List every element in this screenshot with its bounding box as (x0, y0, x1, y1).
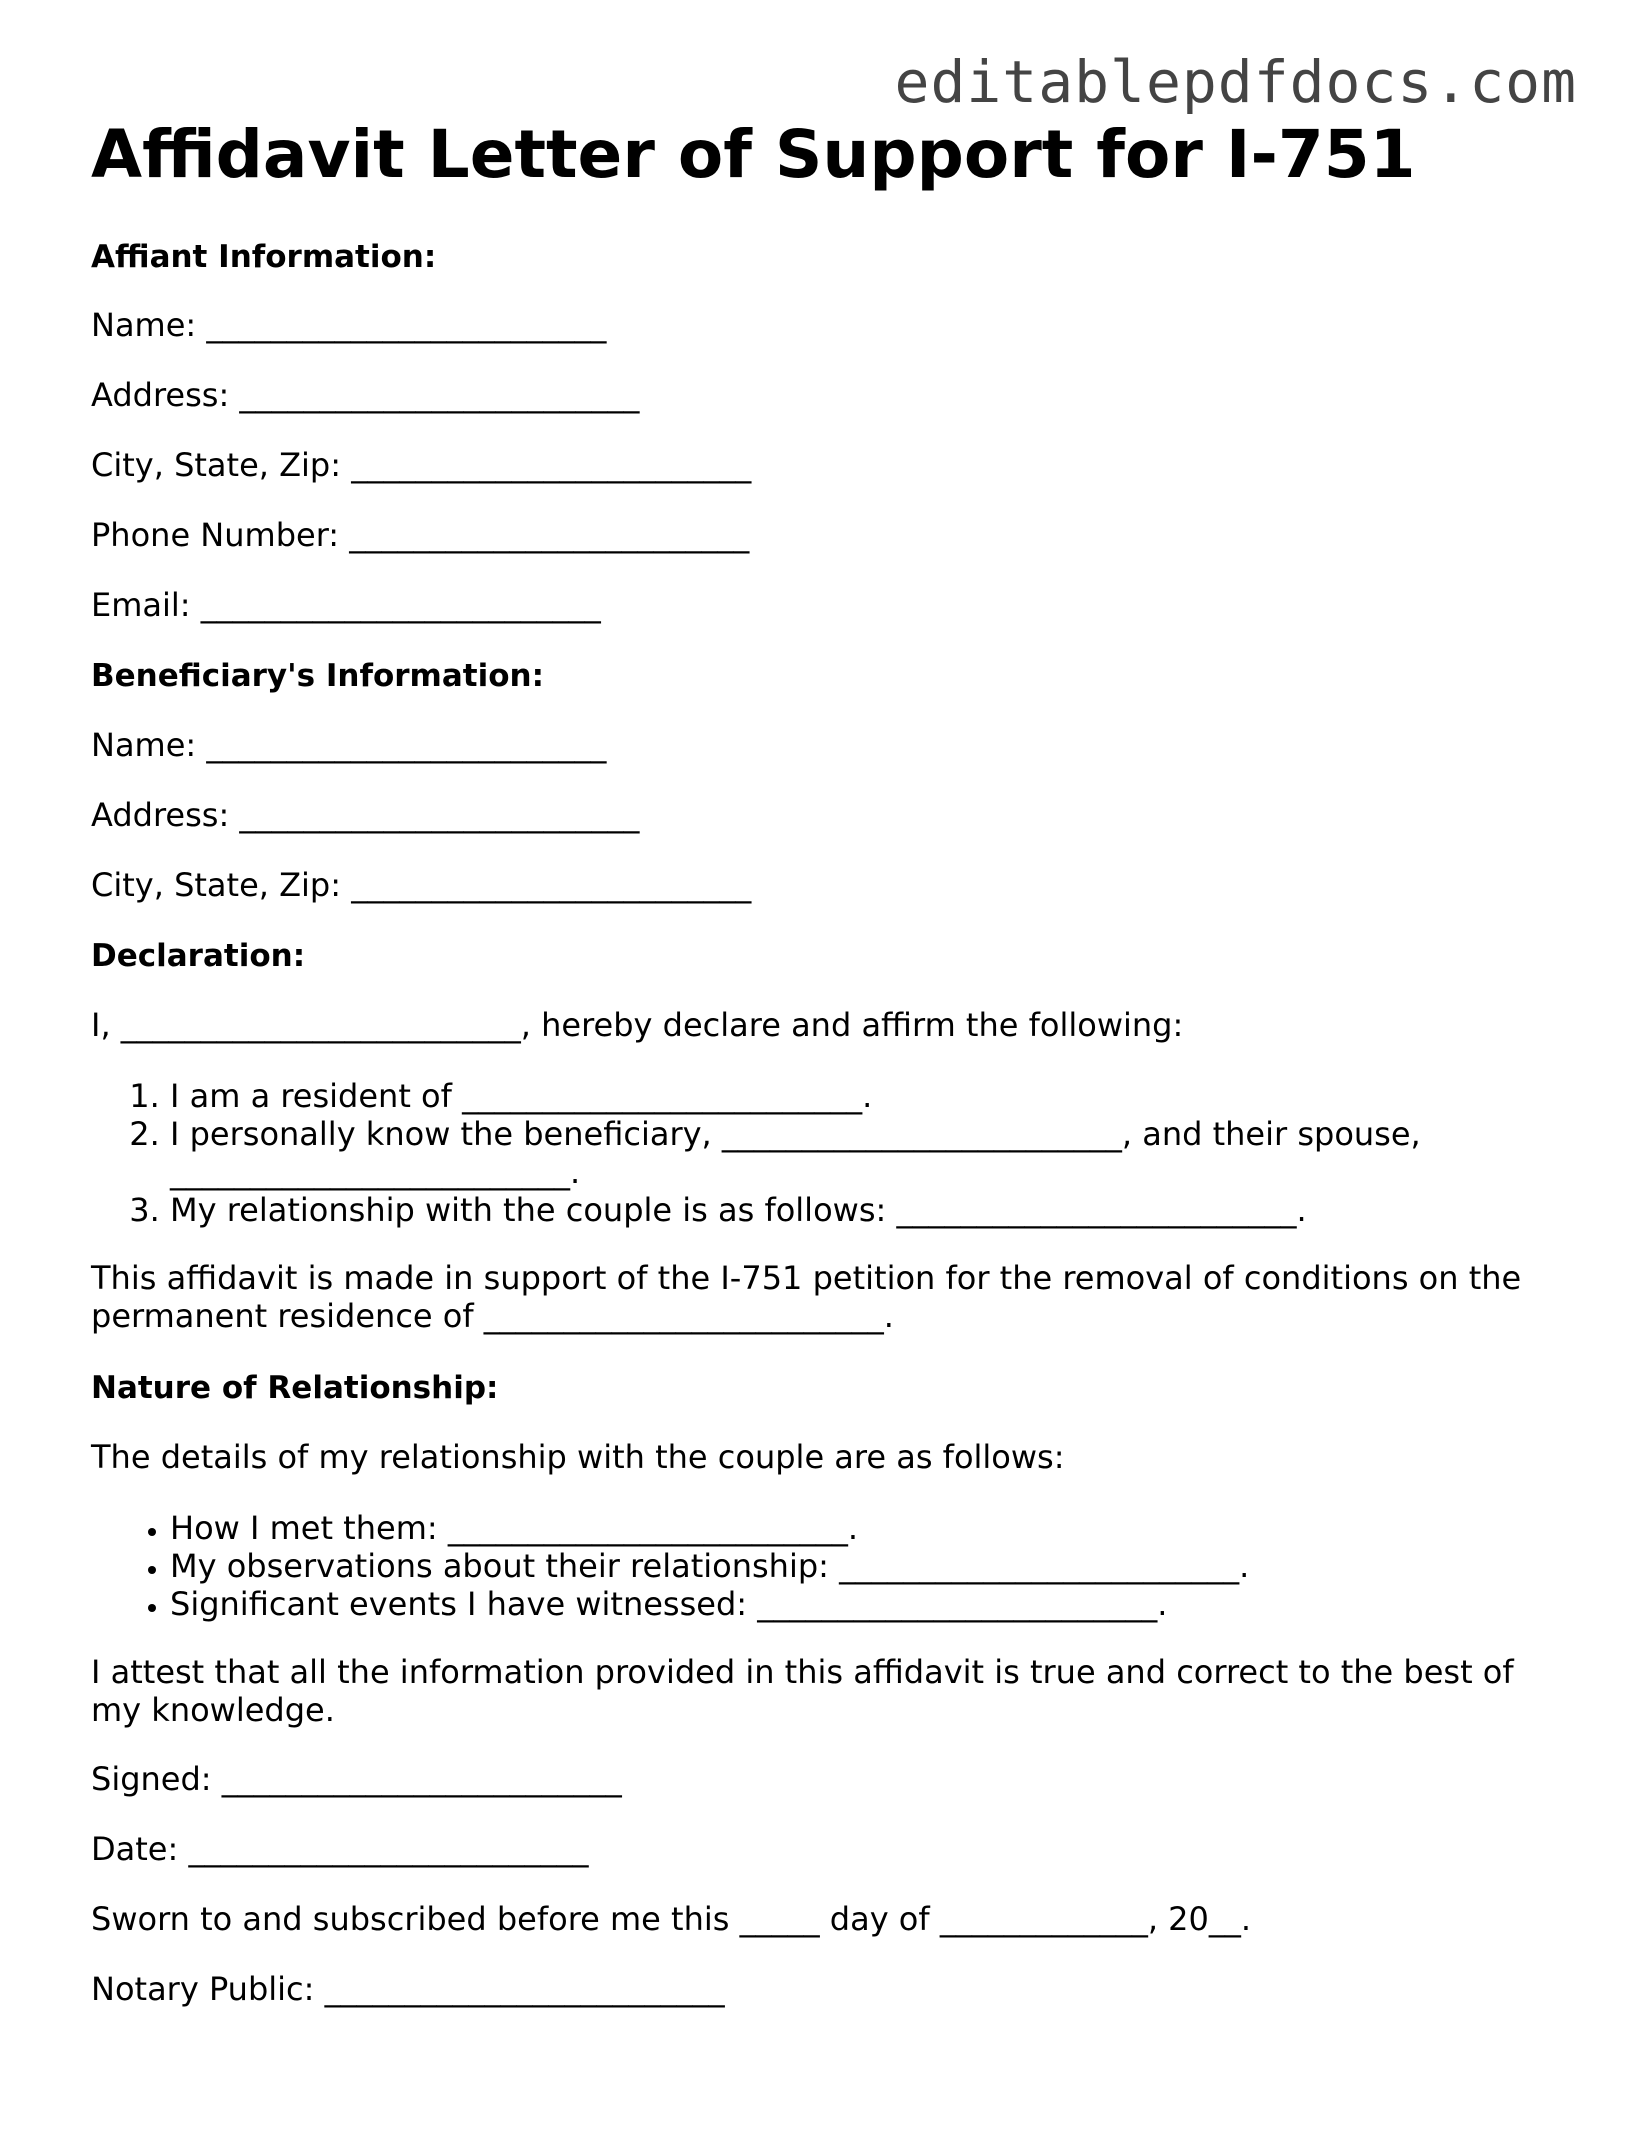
list-item[interactable]: 3. My relationship with the couple is as follows: _________________________. (170, 1191, 1570, 1229)
affiant-heading: Affiant Information: (91, 239, 437, 275)
watermark: editablepdfdocs.com (894, 48, 1577, 116)
list-item[interactable]: • Significant events I have witnessed: _________________________. (170, 1585, 1570, 1623)
relationship-heading: Nature of Relationship: (91, 1370, 499, 1406)
beneficiary-address-field[interactable]: Address: _________________________ (91, 796, 640, 834)
list-item[interactable]: 1. I am a resident of _________________________. (170, 1077, 1570, 1115)
declaration-list (91, 1077, 1570, 1229)
support-paragraph[interactable]: This affidavit is made in support of the I-751 petition for the removal of conditions on the permanent residence of _________________________. (91, 1259, 1522, 1335)
affiant-phone-field[interactable]: Phone Number: _________________________ (91, 516, 750, 554)
beneficiary-name-field[interactable]: Name: _________________________ (91, 726, 607, 764)
list-item[interactable]: • How I met them: _________________________. (170, 1509, 1570, 1547)
signed-field[interactable]: Signed: _________________________ (91, 1760, 622, 1798)
affiant-address-field[interactable]: Address: _________________________ (91, 376, 640, 414)
page-title: Affidavit Letter of Support for I-751 (91, 116, 1416, 193)
document-page (91, 112, 1571, 2008)
notary-field[interactable]: Notary Public: _________________________ (91, 1970, 725, 2008)
relationship-intro: The details of my relationship with the couple are as follows: (91, 1438, 1065, 1476)
affiant-city-field[interactable]: City, State, Zip: _________________________ (91, 446, 752, 484)
date-field[interactable]: Date: _________________________ (91, 1830, 589, 1868)
affiant-name-field[interactable]: Name: _________________________ (91, 306, 607, 344)
attest-paragraph: I attest that all the information provided in this affidavit is true and correct to the best of my knowledge. (91, 1653, 1514, 1729)
beneficiary-heading: Beneficiary's Information: (91, 658, 544, 694)
beneficiary-city-field[interactable]: City, State, Zip: _________________________ (91, 866, 752, 904)
list-item[interactable]: 2. I personally know the beneficiary, _________________________, and their spouse, _________________________. (170, 1115, 1570, 1191)
relationship-list (91, 1509, 1570, 1623)
affiant-email-field[interactable]: Email: _________________________ (91, 586, 601, 624)
declaration-heading: Declaration: (91, 938, 306, 974)
declaration-intro[interactable]: I, _________________________, hereby declare and affirm the following: (91, 1006, 1184, 1044)
sworn-statement[interactable]: Sworn to and subscribed before me this _____ day of _____________, 20__. (91, 1900, 1252, 1938)
list-item[interactable]: • My observations about their relationship: _________________________. (170, 1547, 1570, 1585)
